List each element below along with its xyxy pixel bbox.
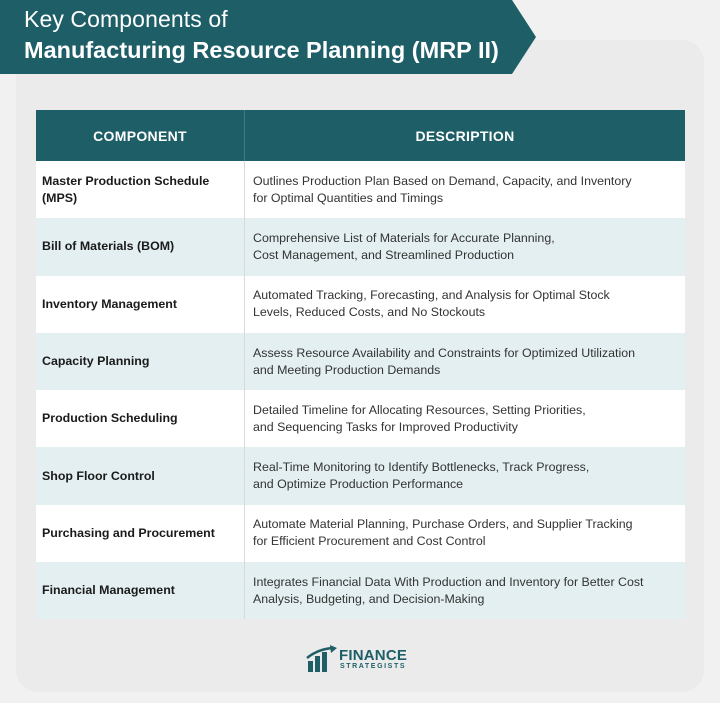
title-line-1: Key Components of: [24, 6, 228, 32]
description-line: Cost Management, and Streamlined Production: [253, 247, 515, 262]
description-line: Comprehensive List of Materials for Accurate Planning,: [253, 230, 555, 245]
logo-name: FINANCE: [339, 647, 408, 664]
table-row: [36, 276, 685, 333]
component-cell: Inventory Management: [36, 276, 245, 333]
description-cell: [245, 276, 685, 333]
component-cell: Master Production Schedule (MPS): [36, 161, 245, 218]
column-header-component: COMPONENT: [36, 110, 245, 161]
table-row: [36, 505, 685, 562]
logo-tagline: STRATEGISTS: [340, 663, 407, 670]
column-header-description: DESCRIPTION: [245, 110, 685, 161]
description-line: Automate Material Planning, Purchase Orders, and Supplier Tracking: [253, 517, 633, 532]
description-line: and Optimize Production Performance: [253, 477, 464, 492]
description-cell: [245, 333, 685, 390]
description-line: Integrates Financial Data With Production and Inventory for Better Cost: [253, 574, 644, 589]
component-cell: Capacity Planning: [36, 333, 245, 390]
description-cell: [245, 390, 685, 447]
component-cell: Shop Floor Control: [36, 447, 245, 504]
finance-strategists-logo: [306, 645, 426, 675]
description-line: and Sequencing Tasks for Improved Productivity: [253, 419, 518, 434]
description-line: Real-Time Monitoring to Identify Bottlenecks, Track Progress,: [253, 460, 590, 475]
description-line: Detailed Timeline for Allocating Resources, Setting Priorities,: [253, 402, 586, 417]
title-banner: [0, 0, 536, 74]
table-row: [36, 218, 685, 275]
description-cell: [245, 562, 685, 619]
table-row: [36, 333, 685, 390]
component-cell: Purchasing and Procurement: [36, 505, 245, 562]
description-cell: [245, 161, 685, 218]
bar-chart-arrow-icon: [306, 645, 338, 673]
description-line: Automated Tracking, Forecasting, and Analysis for Optimal Stock: [253, 288, 610, 303]
description-cell: [245, 447, 685, 504]
description-line: Levels, Reduced Costs, and No Stockouts: [253, 305, 486, 320]
component-cell: Financial Management: [36, 562, 245, 619]
description-cell: [245, 505, 685, 562]
description-line: and Meeting Production Demands: [253, 362, 441, 377]
table-header-row: [36, 110, 685, 161]
component-cell: Production Scheduling: [36, 390, 245, 447]
description-line: for Optimal Quantities and Timings: [253, 190, 444, 205]
table-row: [36, 390, 685, 447]
description-line: Assess Resource Availability and Constraints for Optimized Utilization: [253, 345, 635, 360]
component-cell: Bill of Materials (BOM): [36, 218, 245, 275]
table-row: [36, 161, 685, 218]
title-line-2: Manufacturing Resource Planning (MRP II): [24, 37, 499, 63]
table-body: [36, 161, 685, 619]
description-cell: [245, 218, 685, 275]
description-line: Analysis, Budgeting, and Decision-Making: [253, 591, 485, 606]
description-line: Outlines Production Plan Based on Demand, Capacity, and Inventory: [253, 173, 632, 188]
description-line: for Efficient Procurement and Cost Control: [253, 534, 486, 549]
components-table: [36, 110, 685, 619]
table-row: [36, 562, 685, 619]
table-row: [36, 447, 685, 504]
